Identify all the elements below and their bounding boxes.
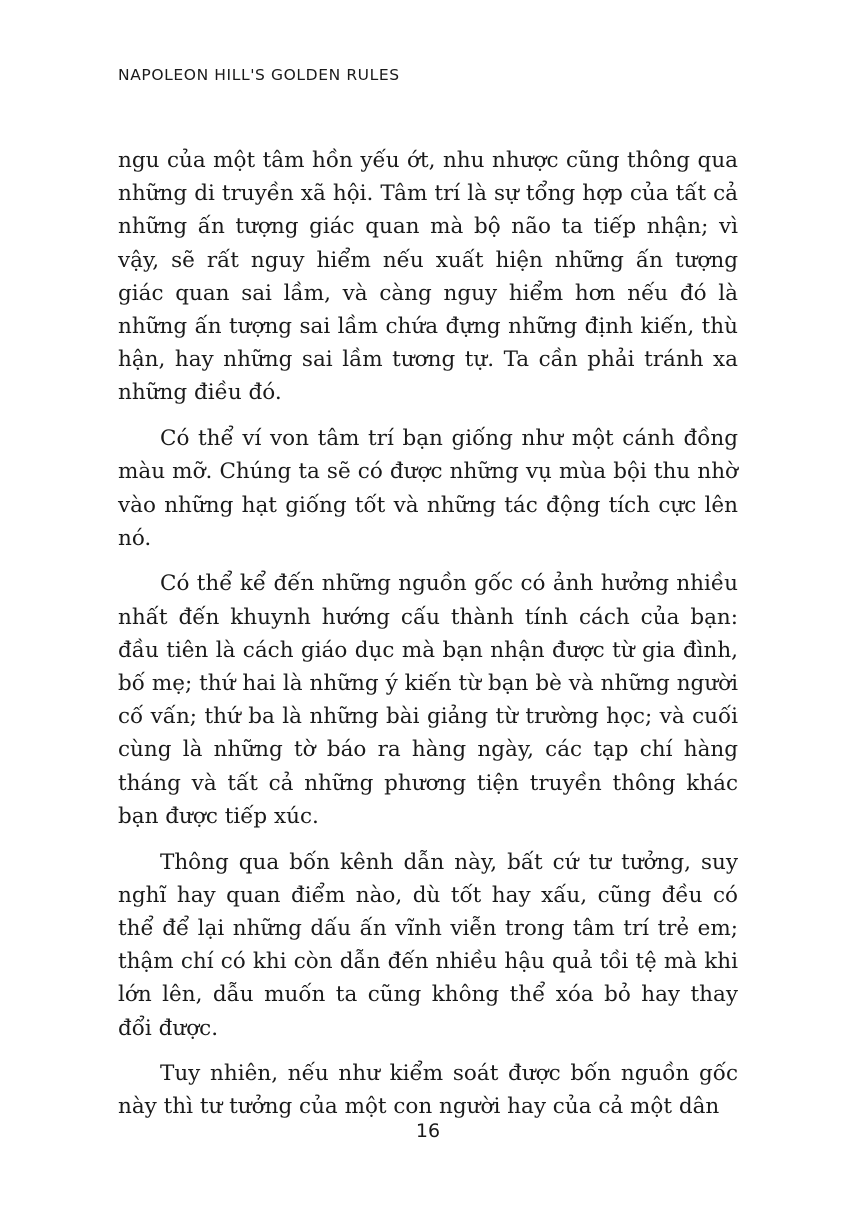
paragraph: Có thể kể đến những nguồn gốc có ảnh hưởng nhiều nhất đến khuynh hướng cấu thành tính cách của bạn: đầu tiên là cách giáo dục mà bạn nhận được từ gia đình, bố mẹ; thứ hai là những ý kiến từ bạn bè và những người cố vấn; thứ ba là những bài giảng từ trường học; và cuối cùng là những tờ báo ra hàng ngày, các tạp chí hàng tháng và tất cả những phương tiện truyền thông khác bạn được tiếp xúc. xyxy=(118,571,738,829)
paragraph-continuation: ngu của một tâm hồn yếu ớt, nhu nhược cũng thông qua những di truyền xã hội. Tâm trí là sự tổng hợp của tất cả những ấn tượng giác quan mà bộ não ta tiếp nhận; vì vậy, sẽ rất nguy hiểm nếu xuất hiện những ấn tượng giác quan sai lầm, và càng nguy hiểm hơn nếu đó là những ấn tượng sai lầm chứa đựng những định kiến, thù hận, hay những sai lầm tương tự. Ta cần phải tránh xa những điều đó. xyxy=(118,148,738,406)
paragraph: Tuy nhiên, nếu như kiểm soát được bốn nguồn gốc này thì tư tưởng của một con người hay của cả một dân xyxy=(118,1061,738,1120)
running-header-title: NAPOLEON HILL'S GOLDEN RULES xyxy=(118,66,400,84)
paragraph: Thông qua bốn kênh dẫn này, bất cứ tư tưởng, suy nghĩ hay quan điểm nào, dù tốt hay xấu, cũng đều có thể để lại những dấu ấn vĩnh viễn trong tâm trí trẻ em; thậm chí có khi còn dẫn đến nhiều hậu quả tồi tệ mà khi lớn lên, dẫu muốn ta cũng không thể xóa bỏ hay thay đổi được. xyxy=(118,849,738,1041)
paragraph: Có thể ví von tâm trí bạn giống như một cánh đồng màu mỡ. Chúng ta sẽ có được những vụ mùa bội thu nhờ vào những hạt giống tốt và những tác động tích cực lên nó. xyxy=(118,426,738,551)
page-body xyxy=(118,144,738,1136)
page-number: 16 xyxy=(415,1120,441,1142)
